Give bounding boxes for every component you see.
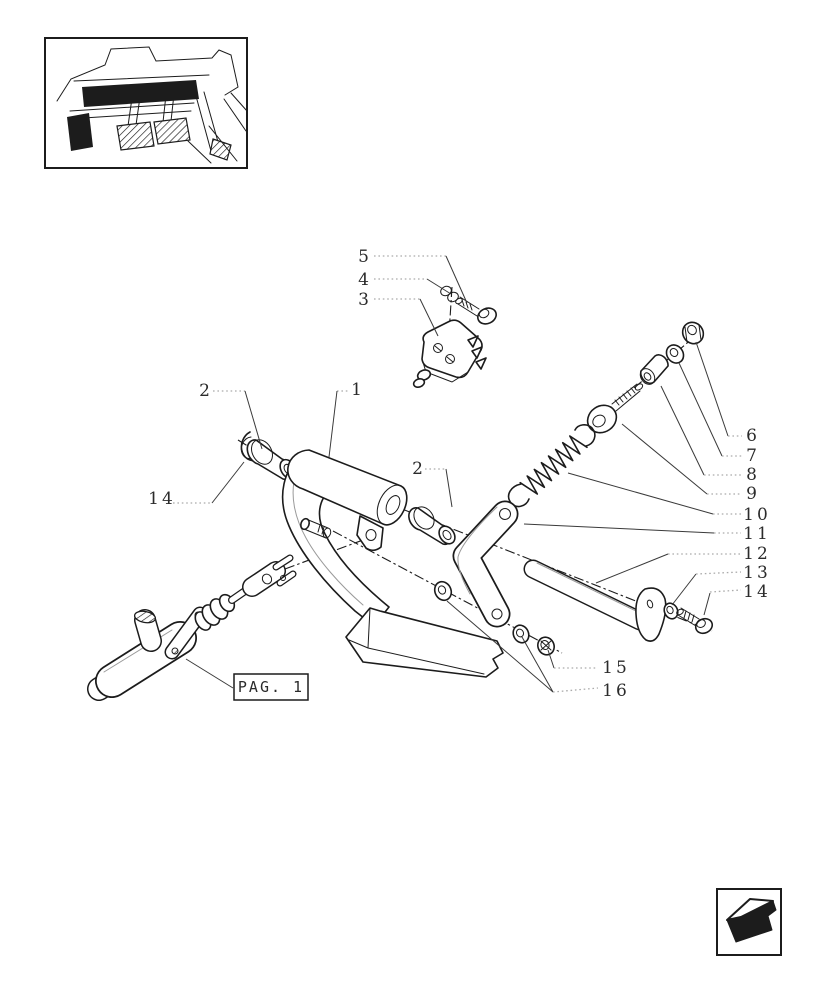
push-rod-boot <box>192 591 245 633</box>
leader-8 <box>661 386 742 475</box>
callout-13[interactable]: 13 <box>743 563 771 583</box>
leader-12 <box>596 554 741 583</box>
leader-15 <box>548 650 598 668</box>
spring-hook-top <box>575 425 595 446</box>
leader-9 <box>622 424 742 494</box>
brake-pedal-pad <box>117 122 154 150</box>
callout-16[interactable]: 16 <box>602 681 630 701</box>
continuation-arrow-box[interactable] <box>717 889 781 955</box>
bushing-part-right <box>409 503 458 547</box>
callout-12[interactable]: 12 <box>743 544 771 564</box>
lock-washer-part-15 <box>535 634 557 657</box>
leader-3 <box>374 299 438 336</box>
brake-pedal-pad-2 <box>154 118 190 144</box>
master-cylinder-part <box>99 558 293 689</box>
leader-2b <box>425 469 452 507</box>
leader-14-left <box>173 462 244 503</box>
leader-14-right <box>704 590 741 615</box>
spacer-part <box>637 355 668 387</box>
callout-14-right[interactable]: 14 <box>743 582 771 602</box>
switch-pin <box>476 358 486 369</box>
callout-15[interactable]: 15 <box>602 658 630 678</box>
cab-location-thumbnail <box>45 38 247 168</box>
callout-6[interactable]: 6 <box>746 426 760 446</box>
nut-part <box>678 318 707 347</box>
pivot-shaft-part <box>533 563 666 641</box>
leader-pag-1 <box>186 659 233 688</box>
callout-2b[interactable]: 2 <box>412 459 426 479</box>
parts-drawings <box>99 285 715 689</box>
leader-6 <box>696 342 742 436</box>
callout-8[interactable]: 8 <box>746 465 760 485</box>
callout-9[interactable]: 9 <box>746 484 760 504</box>
clevis-fork <box>252 558 293 587</box>
callout-3[interactable]: 3 <box>358 290 372 310</box>
callout-5[interactable]: 5 <box>358 247 372 267</box>
callout-11[interactable]: 11 <box>743 524 771 544</box>
bolt-part-14 <box>676 608 715 636</box>
page-reference-label[interactable]: PAG. 1 <box>237 678 305 696</box>
callout-4[interactable]: 4 <box>358 270 372 290</box>
eye-bolt-part <box>582 383 644 439</box>
leader-4 <box>374 279 451 294</box>
callout-14-left[interactable]: 14 <box>148 489 176 509</box>
leader-13 <box>672 572 741 605</box>
callout-7[interactable]: 7 <box>746 446 760 466</box>
callout-2a[interactable]: 2 <box>199 381 213 401</box>
callout-10[interactable]: 10 <box>743 505 771 525</box>
page-reference-box[interactable] <box>234 674 308 700</box>
callout-1[interactable]: 1 <box>351 380 365 400</box>
shaft-flange <box>636 588 666 641</box>
reservoir-port <box>134 610 157 641</box>
switch-washer-part <box>439 285 460 304</box>
leader-11 <box>524 524 741 533</box>
return-spring-part <box>509 425 595 507</box>
washer-part-16b <box>510 623 531 646</box>
leader-10 <box>568 473 741 514</box>
leader-1 <box>329 391 350 457</box>
washer-part-16a <box>432 579 455 603</box>
safety-switch-part <box>412 320 486 388</box>
